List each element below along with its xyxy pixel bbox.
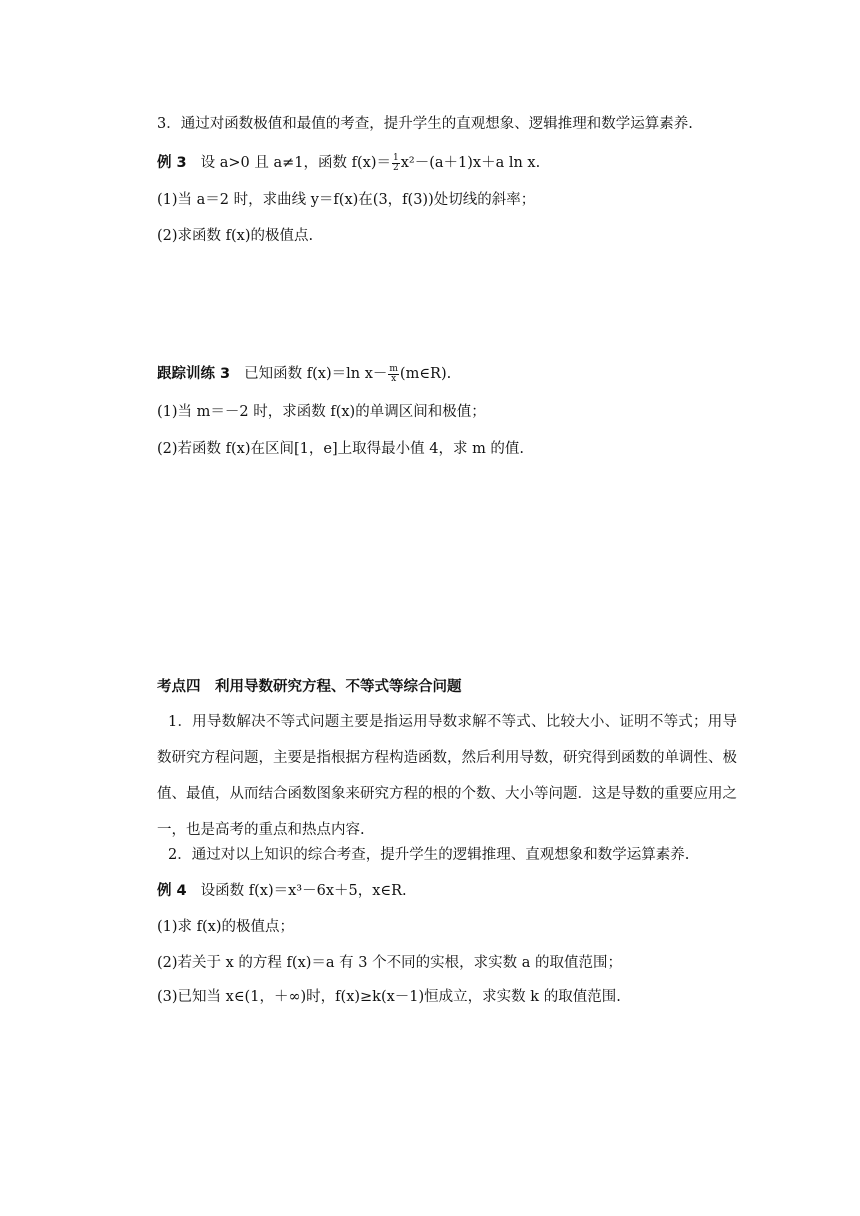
example-4-question-2: (2)若关于 x 的方程 f(x)＝a 有 3 个不同的实根，求实数 a 的取值范围； <box>157 955 622 971</box>
practice-3-question-1: (1)当 m＝－2 时，求函数 f(x)的单调区间和极值； <box>157 404 486 420</box>
fraction <box>388 365 399 384</box>
practice-3-statement <box>157 364 451 384</box>
fraction-numerator: 1 <box>392 152 399 163</box>
example-3-label: 例 3 <box>157 155 187 171</box>
example-4-intro: 设函数 f(x)＝x³－6x＋5，x∈R. <box>200 883 407 899</box>
practice-3-label: 跟踪训练 3 <box>157 366 231 382</box>
example-3-tail: x²－(a＋1)x＋a ln x. <box>400 155 541 171</box>
example-4-question-3: (3)已知当 x∈(1，＋∞)时，f(x)≥k(x－1)恒成立，求实数 k 的取值范围. <box>157 989 621 1005</box>
example-3-statement <box>157 153 540 173</box>
example-3-question-2: (2)求函数 f(x)的极值点. <box>157 228 314 244</box>
fraction-denominator: 2 <box>392 162 399 173</box>
section-4-title: 考点四 利用导数研究方程、不等式等综合问题 <box>157 679 462 695</box>
example-3-intro: 设 a>0 且 a≠1，函数 f(x)＝ <box>200 155 391 171</box>
practice-3-tail: (m∈R). <box>399 366 452 382</box>
fraction <box>392 154 400 173</box>
item-3: 3．通过对函数极值和最值的考查，提升学生的直观想象、逻辑推理和数学运算素养. <box>157 116 693 132</box>
example-4-question-1: (1)求 f(x)的极值点； <box>157 919 295 935</box>
fraction-numerator: m <box>389 363 398 374</box>
example-4-label: 例 4 <box>157 883 187 899</box>
fraction-denominator: x <box>391 373 397 384</box>
example-4-statement <box>157 881 407 901</box>
example-3-question-1: (1)当 a＝2 时，求曲线 y＝f(x)在(3，f(3))处切线的斜率； <box>157 192 536 208</box>
practice-3-question-2: (2)若函数 f(x)在区间[1，e]上取得最小值 4，求 m 的值. <box>157 441 525 457</box>
practice-3-intro: 已知函数 f(x)＝ln x－ <box>244 366 388 382</box>
section-4-paragraph-2: 2．通过对以上知识的综合考查，提升学生的逻辑推理、直观想象和数学运算素养. <box>168 847 690 863</box>
section-4-paragraph-1: 1．用导数解决不等式问题主要是指运用导数求解不等式、比较大小、证明不等式；用导数研究方程问题，主要是指根据方程构造函数，然后利用导数，研究得到函数的单调性、极值、最值，从而结合函数图象来研究方程的根的个数、大小等问题．这是导数的重要应用之一，也是高考的重点和热点内容. <box>157 714 737 838</box>
